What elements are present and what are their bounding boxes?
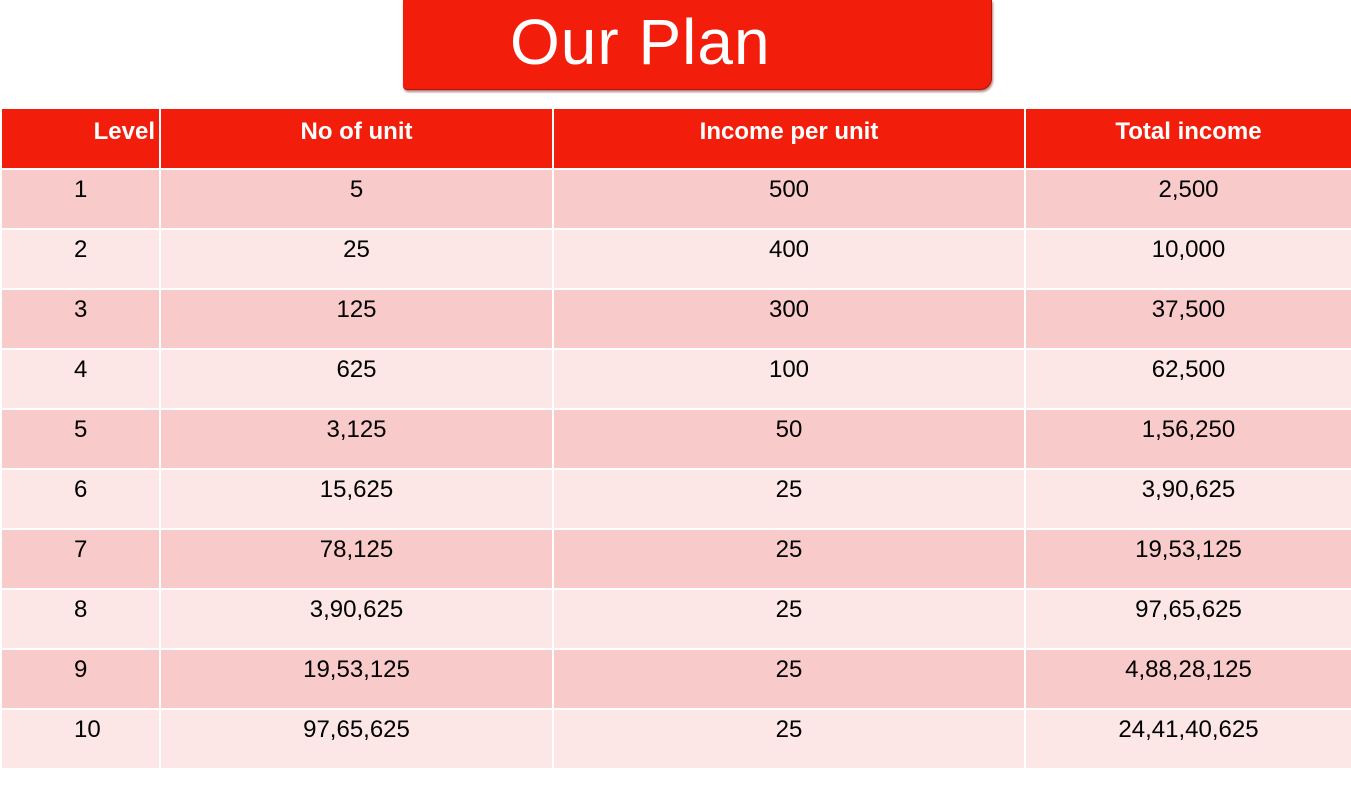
- cell-total-income: 2,500: [1025, 169, 1351, 229]
- table-row: [1, 289, 1351, 349]
- cell-level: 7: [1, 529, 160, 589]
- cell-income-per-unit: 25: [553, 529, 1025, 589]
- table-row: [1, 589, 1351, 649]
- header-level: Level: [1, 108, 160, 169]
- cell-income-per-unit: 300: [553, 289, 1025, 349]
- cell-level: 3: [1, 289, 160, 349]
- cell-level: 2: [1, 229, 160, 289]
- cell-total-income: 37,500: [1025, 289, 1351, 349]
- cell-no-of-unit: 25: [160, 229, 553, 289]
- table-header-row: [1, 108, 1351, 169]
- cell-income-per-unit: 50: [553, 409, 1025, 469]
- table-row: [1, 709, 1351, 769]
- cell-level: 1: [1, 169, 160, 229]
- cell-income-per-unit: 500: [553, 169, 1025, 229]
- table-row: [1, 229, 1351, 289]
- cell-total-income: 19,53,125: [1025, 529, 1351, 589]
- table-row: [1, 409, 1351, 469]
- page-title: Our Plan: [510, 6, 771, 78]
- cell-level: 6: [1, 469, 160, 529]
- plan-table: [0, 107, 1351, 770]
- cell-no-of-unit: 125: [160, 289, 553, 349]
- cell-level: 8: [1, 589, 160, 649]
- cell-no-of-unit: 78,125: [160, 529, 553, 589]
- cell-level: 10: [1, 709, 160, 769]
- cell-total-income: 97,65,625: [1025, 589, 1351, 649]
- cell-level: 5: [1, 409, 160, 469]
- cell-no-of-unit: 19,53,125: [160, 649, 553, 709]
- cell-total-income: 3,90,625: [1025, 469, 1351, 529]
- cell-total-income: 4,88,28,125: [1025, 649, 1351, 709]
- cell-income-per-unit: 400: [553, 229, 1025, 289]
- cell-total-income: 62,500: [1025, 349, 1351, 409]
- table-row: [1, 469, 1351, 529]
- cell-total-income: 1,56,250: [1025, 409, 1351, 469]
- cell-level: 4: [1, 349, 160, 409]
- cell-income-per-unit: 25: [553, 649, 1025, 709]
- title-banner: [403, 0, 992, 90]
- table-row: [1, 529, 1351, 589]
- table-row: [1, 169, 1351, 229]
- header-income-per-unit: Income per unit: [553, 108, 1025, 169]
- header-no-of-unit: No of unit: [160, 108, 553, 169]
- header-total-income: Total income: [1025, 108, 1351, 169]
- table-row: [1, 349, 1351, 409]
- cell-income-per-unit: 100: [553, 349, 1025, 409]
- table-row: [1, 649, 1351, 709]
- cell-no-of-unit: 15,625: [160, 469, 553, 529]
- cell-no-of-unit: 97,65,625: [160, 709, 553, 769]
- cell-no-of-unit: 3,90,625: [160, 589, 553, 649]
- cell-income-per-unit: 25: [553, 709, 1025, 769]
- cell-no-of-unit: 625: [160, 349, 553, 409]
- cell-income-per-unit: 25: [553, 469, 1025, 529]
- cell-no-of-unit: 3,125: [160, 409, 553, 469]
- cell-income-per-unit: 25: [553, 589, 1025, 649]
- cell-no-of-unit: 5: [160, 169, 553, 229]
- cell-level: 9: [1, 649, 160, 709]
- cell-total-income: 24,41,40,625: [1025, 709, 1351, 769]
- cell-total-income: 10,000: [1025, 229, 1351, 289]
